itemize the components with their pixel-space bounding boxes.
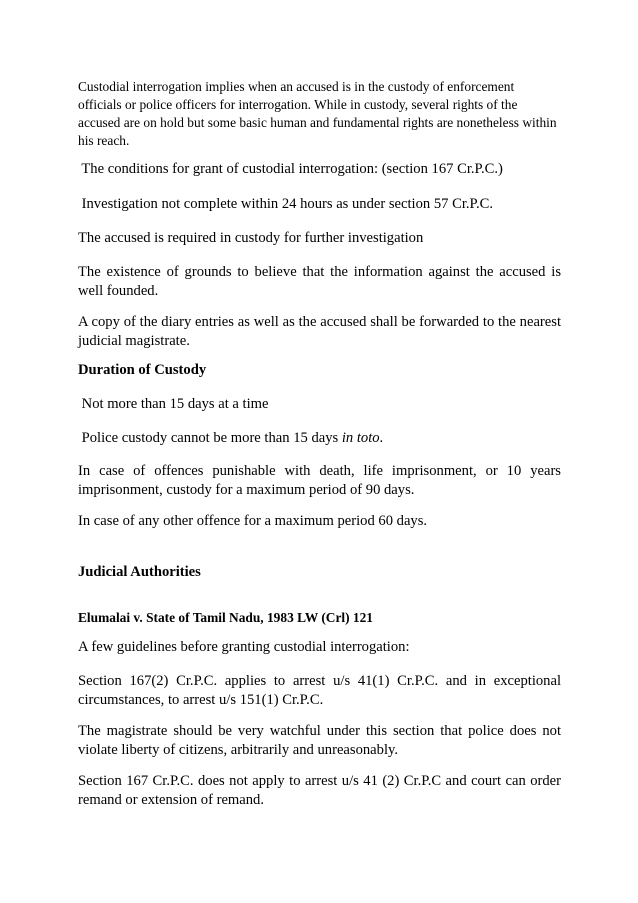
- condition-investigation: Investigation not complete within 24 hours as under section 57 Cr.P.C.: [78, 196, 494, 212]
- guideline-167-2: Section 167(2) Cr.P.C. applies to arrest u/s 41(1) Cr.P.C. and in exceptional circumstances, to arrest u/s 151(1) Cr.P.C.: [78, 673, 561, 708]
- condition-grounds: The existence of grounds to believe that the information against the accused is well founded.: [78, 264, 561, 299]
- duration-15-days: Not more than 15 days at a time: [78, 396, 269, 412]
- duration-90-days: In case of offences punishable with death, life imprisonment, or 10 years imprisonment, custody for a maximum period of 90 days.: [78, 463, 561, 498]
- condition-custody-required: The accused is required in custody for further investigation: [78, 230, 424, 246]
- in-toto-italic: in toto: [341, 430, 380, 446]
- conditions-heading-line: The conditions for grant of custodial interrogation: (section 167 Cr.P.C.): [78, 161, 503, 177]
- guideline-section-167: Section 167 Cr.P.C. does not apply to arrest u/s 41 (2) Cr.P.C and court can order remand or extension of remand.: [78, 773, 561, 808]
- judicial-authorities-heading: Judicial Authorities: [78, 564, 201, 580]
- duration-60-days: In case of any other offence for a maximum period 60 days.: [78, 513, 428, 529]
- in-toto-text: Police custody cannot be more than 15 days: [78, 430, 342, 446]
- intro-paragraph: Custodial interrogation implies when an accused is in the custody of enforcement officials or police officers for interrogation. While in custody, several rights of the accused are on hold but some basic human and fundamental rights are nonetheless within his reach.: [78, 79, 557, 148]
- duration-in-toto: [78, 429, 561, 448]
- case-citation: Elumalai v. State of Tamil Nadu, 1983 LW (Crl) 121: [78, 610, 374, 625]
- condition-diary-entries: A copy of the diary entries as well as the accused shall be forwarded to the nearest judicial magistrate.: [78, 314, 561, 349]
- guideline-magistrate: The magistrate should be very watchful under this section that police does not violate liberty of citizens, arbitrarily and unreasonably.: [78, 723, 561, 758]
- duration-heading: Duration of Custody: [78, 362, 207, 378]
- guidelines-intro: A few guidelines before granting custodial interrogation:: [78, 639, 410, 655]
- in-toto-period: .: [379, 430, 384, 446]
